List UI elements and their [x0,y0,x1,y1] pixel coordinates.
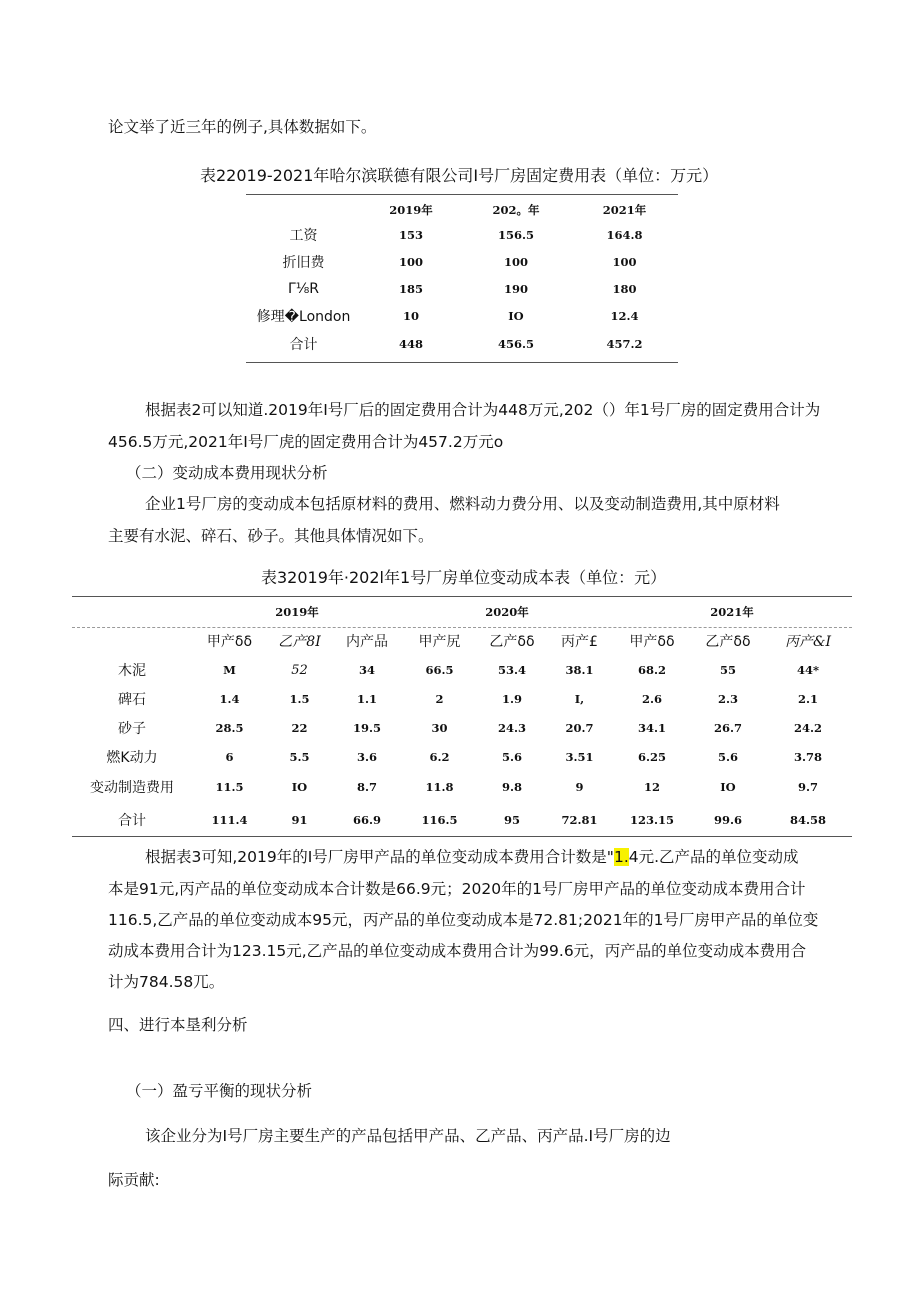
table3-cell: 38.1 [565,663,594,677]
table3-cell: 2.3 [717,691,738,706]
table2-cell: 190 [503,281,528,296]
para3-line1-end: 4元.乙产品的单位变动成 [628,848,799,866]
table3-product: 乙产δδ [489,634,535,650]
table3-product: 内产品 [346,634,388,650]
table2-header-row [246,199,678,221]
para3-line4: 动成本费用合计为123.15元,乙产品的单位变动成本费用合计为99.6元，丙产品的单位变动成本费用合 [108,942,807,960]
table3-cell: IO [291,780,308,794]
table3-cell: 5.6 [501,750,522,764]
table3-cell: M [223,663,236,677]
table3-cell: 5.6 [717,750,738,764]
table3-cell: 5.5 [289,750,310,764]
table3-cell: 99.6 [713,813,742,827]
table3-corner [72,626,192,656]
table3 [72,598,852,838]
table2 [246,199,678,359]
table2-cell: 12.4 [610,308,639,323]
table2-cell: 457.2 [606,337,643,351]
table3-cell: IO [720,780,736,794]
table3-product: 甲产δδ [206,634,253,650]
table3-year: 2019年 [275,605,319,619]
table3-product: 甲产δδ [629,634,675,650]
table3-cell: 24.2 [793,720,822,735]
table3-cell: 6 [225,750,234,764]
table2-year: 202。年 [492,203,540,217]
table3-cell: 12 [643,780,660,794]
table3-cell: 30 [431,720,448,735]
table3-row-label: 变动制造费用 [90,780,174,796]
table3-row-label: 砂子 [118,720,146,737]
table3-row [72,772,852,802]
highlighted-text: 1. [613,848,629,866]
table3-cell: 52 [291,662,308,678]
table2-caption: 表22019-2021年哈尔滨联德有限公司I号厂房固定费用表（单位：万元） [200,166,719,185]
table2-row-label: 折旧费 [282,254,325,271]
table3-product: 甲产尻 [418,634,461,650]
table3-cell: 24.3 [497,720,526,735]
table3-cell: 11.5 [215,780,244,794]
table3-cell: 72.81 [561,813,598,827]
section-breakeven-heading: （一）盈亏平衡的现状分析 [126,1082,313,1100]
table3-cell: 2.1 [797,691,818,706]
table2-cell: 185 [398,281,423,296]
table2-cell: 180 [612,281,637,296]
table2-cell: 156.5 [497,227,534,242]
table3-row-label: 碑石 [118,691,146,708]
table3-year: 2021年 [710,605,754,619]
table2-row-label: 修理�London [256,308,351,325]
para3-line3: 116.5,乙产品的单位变动成本95元，丙产品的单位变动成本是72.81;2021年的1号厂房甲产品的单位变 [108,911,819,929]
para2-line1: 企业1号厂房的变动成本包括原材料的费用、燃料动力费分用、以及变动制造费用,其中原材料 [145,495,780,513]
table2-bottom-rule [246,362,678,363]
table3-cell: 9 [575,780,584,794]
table3-cell: 84.58 [789,813,826,827]
table3-cell: 123.15 [629,813,674,827]
table3-cell: 2.6 [641,691,662,706]
table2-cell: 448 [398,337,423,351]
table2-cell: 10 [402,308,419,323]
intro-line: 论文举了近三年的例子,具体数据如下。 [108,118,377,136]
table3-cell: 91 [291,813,308,827]
table3-cell: 68.2 [637,663,666,677]
para4: 该企业分为I号厂房主要生产的产品包括甲产品、乙产品、丙产品.I号厂房的边 [145,1127,671,1145]
table3-total-row [72,802,852,838]
table3-product: 丙产£ [561,634,598,650]
table3-cell: 3.78 [793,750,822,764]
table3-cell: 34.1 [637,720,666,735]
table3-product: 乙产δδ [705,634,751,650]
table3-cell: 1.1 [356,691,377,706]
table3-cell: 34 [358,663,375,677]
table3-product-row [72,626,852,656]
table3-cell: 55 [719,663,736,677]
table3-cell: 66.5 [425,663,454,677]
section-four-heading: 四、进行本垦利分析 [108,1016,248,1034]
table3-cell: 9.7 [797,780,818,794]
table3-cell: 1.9 [501,691,522,706]
table3-cell: 3.51 [565,750,594,764]
table3-cell: 66.9 [352,813,381,827]
table2-row-label: 合计 [289,337,318,353]
table3-product: 丙产&I [785,634,831,650]
table3-caption: 表32019年·202l年1号厂房单位变动成本表（单位：元） [261,568,667,587]
table2-row [246,302,678,329]
table3-cell: 1.5 [289,691,310,706]
table3-row-label: 合计 [118,813,146,829]
table3-row [72,656,852,684]
table3-cell: 6.25 [637,750,666,764]
table3-cell: 95 [503,813,520,827]
para3-line1-start: 根据表3可知,2019年的I号厂房甲产品的单位变动成本费用合计数是" [145,848,614,866]
table3-cell: 19.5 [352,720,381,735]
table2-row-label: 工资 [289,227,318,244]
table3-corner [72,598,192,626]
table2-row [246,221,678,248]
table2-cell: 164.8 [606,227,643,242]
table3-cell: 2 [435,691,444,706]
table2-cell: 100 [612,254,637,269]
table2-cell: 100 [503,254,528,269]
table3-bottom-rule [72,836,852,837]
table3-year: 2020年 [485,605,529,619]
para1-line2: 456.5万元,2021年I号厂虎的固定费用合计为457.2万元o [108,433,504,451]
table2-row [246,248,678,275]
table3-product: 乙产8I [278,634,321,650]
table3-row [72,713,852,742]
para3-line5: 计为784.58兀。 [108,973,225,991]
table3-cell: 22 [291,720,308,735]
table3-cell: 20.7 [565,720,594,735]
para2-line2: 主要有水泥、碎石、砂子。其他具体情况如下。 [108,527,434,545]
table3-row [72,684,852,713]
table3-cell: 6.2 [429,750,450,764]
table3-row-label: 燃K动力 [106,750,158,766]
table3-top-rule [72,596,852,597]
para5: 际贡献: [108,1171,160,1189]
table2-total-row [246,329,678,359]
table2-cell: 153 [398,227,423,242]
table3-cell: 8.7 [356,780,377,794]
table3-cell: 53.4 [497,663,526,677]
table3-row [72,742,852,772]
table2-top-rule [246,194,678,195]
table3-year-row [72,598,852,626]
table3-cell: 111.4 [211,813,248,827]
table2-cell: IO [508,308,524,323]
table3-cell: 9.8 [501,780,522,794]
table3-cell: 11.8 [425,780,454,794]
table2-cell: 100 [398,254,423,269]
table2-year: 2019年 [389,203,433,217]
table2-cell: 456.5 [497,337,534,351]
table3-cell: 44* [796,663,820,677]
table2-corner [246,199,361,221]
table3-cell: 26.7 [713,720,742,735]
para3-line1 [145,846,799,868]
table3-cell: I, [574,691,585,706]
para1-line1: 根据表2可以知道.2019年I号厂后的固定费用合计为448万元,202（）年1号厂房的固定费用合计为 [145,401,821,419]
table3-cell: 3.6 [356,750,377,764]
table3-cell: 28.5 [215,720,244,735]
section-variable-cost: （二）变动成本费用现状分析 [126,464,328,482]
table3-cell: 1.4 [219,691,240,706]
table3-cell: 116.5 [421,813,458,827]
table2-row [246,275,678,302]
table2-row-label: Γ⅛R [287,280,320,297]
table3-row-label: 木泥 [118,663,146,679]
table2-year: 2021年 [602,203,647,217]
para3-line2: 本是91元,丙产品的单位变动成本合计数是66.9元；2020年的1号厂房甲产品的单位变动成本费用合计 [108,880,806,898]
